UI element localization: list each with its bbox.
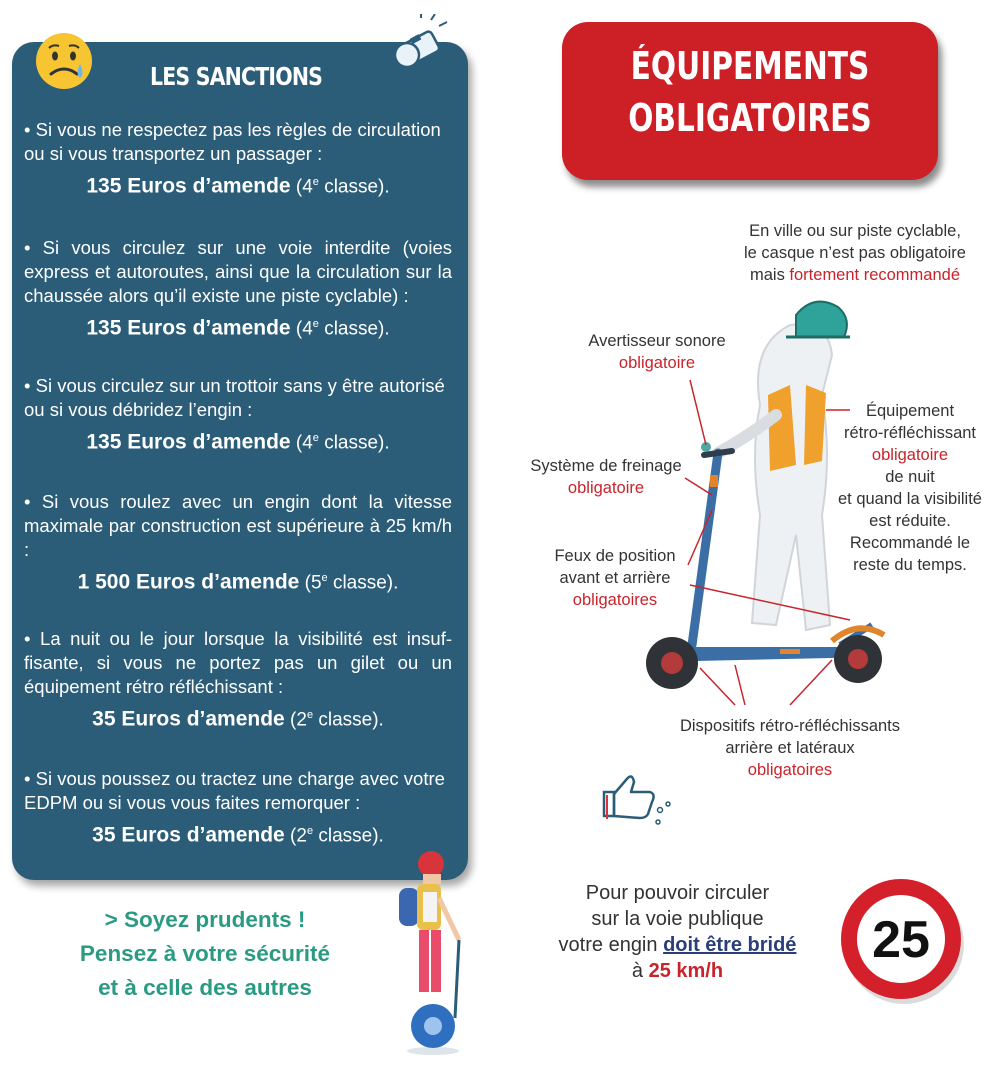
sanction-rule: • Si vous roulez avec un engin dont la vitesse maximale par construction est supérieure à 25 km/h : 1 500 Euros d’amende (5e classe). (24, 491, 452, 594)
speed-limit-text: Pour pouvoir circuler sur la voie publique votre engin doit être bridé à 25 km/h (558, 882, 797, 982)
scooter-rider-illustration (600, 285, 900, 705)
helmet-note: En ville ou sur piste cyclable, le casque n’est pas obligatoire mais fortement recommandé (744, 222, 966, 284)
speed-limit-sign-icon (838, 876, 968, 1006)
fine-amount: 35 Euros d’amende (2e classe). (92, 707, 384, 731)
lights-note: Feux de position avant et arrière obligatoires (554, 547, 676, 609)
sanction-rule: • La nuit ou le jour lorsque la visibilité est insuf-fisante, si vous ne portez pas un gilet ou un équipement rétro réfléchissant : 35 Euros d’amende (2e classe). (24, 628, 452, 731)
sanction-rule: • Si vous poussez ou tractez une charge avec votre EDPM ou si vous vous faites remorquer : 35 Euros d’amende (2e classe). (24, 767, 452, 848)
reflective-gear-note: Équipement rétro-réfléchissant obligatoire de nuit et quand la visibilité est réduite. Recommandé le reste du temps. (837, 402, 982, 574)
sanction-rule: • Si vous circulez sur un trottoir sans y être autorisé ou si vous débridez l’engin : 135 Euros d’amende (4e classe). (24, 374, 452, 455)
sanctions-title: LES SANCTIONS (150, 62, 323, 91)
segway-rider-illustration (393, 848, 473, 1058)
brake-note: Système de freinage obligatoire (530, 457, 682, 497)
thumbs-up-icon (598, 770, 680, 828)
equipment-title: ÉQUIPEMENTS OBLIGATOIRES (628, 44, 872, 140)
fine-amount: 135 Euros d’amende (4e classe). (86, 174, 390, 198)
fine-amount: 35 Euros d’amende (2e classe). (92, 823, 384, 847)
whistle-icon (383, 14, 451, 74)
safety-message: > Soyez prudents ! Pensez à votre sécurité et à celle des autres (79, 907, 331, 1000)
horn-note: Avertisseur sonore obligatoire (588, 332, 726, 372)
sanction-rule: • Si vous circulez sur une voie interdite (voies express et autoroutes, ainsi que la circulation sur la chaussée alors qu’il existe une piste cyclable) : 135 Euros d’amende (4e classe). (24, 237, 452, 340)
sad-face-icon (33, 30, 95, 92)
sanction-rule: • Si vous ne respectez pas les règles de circulation ou si vous transportez un passager : 135 Euros d’amende (4e classe). (24, 118, 452, 199)
fine-amount: 135 Euros d’amende (4e classe). (86, 430, 390, 454)
fine-amount: 135 Euros d’amende (4e classe). (86, 316, 390, 340)
speed-limit-value: 25 (872, 911, 930, 969)
reflectors-note: Dispositifs rétro-réfléchissants arrière et latéraux obligatoires (679, 717, 901, 779)
fine-amount: 1 500 Euros d’amende (5e classe). (77, 570, 399, 594)
